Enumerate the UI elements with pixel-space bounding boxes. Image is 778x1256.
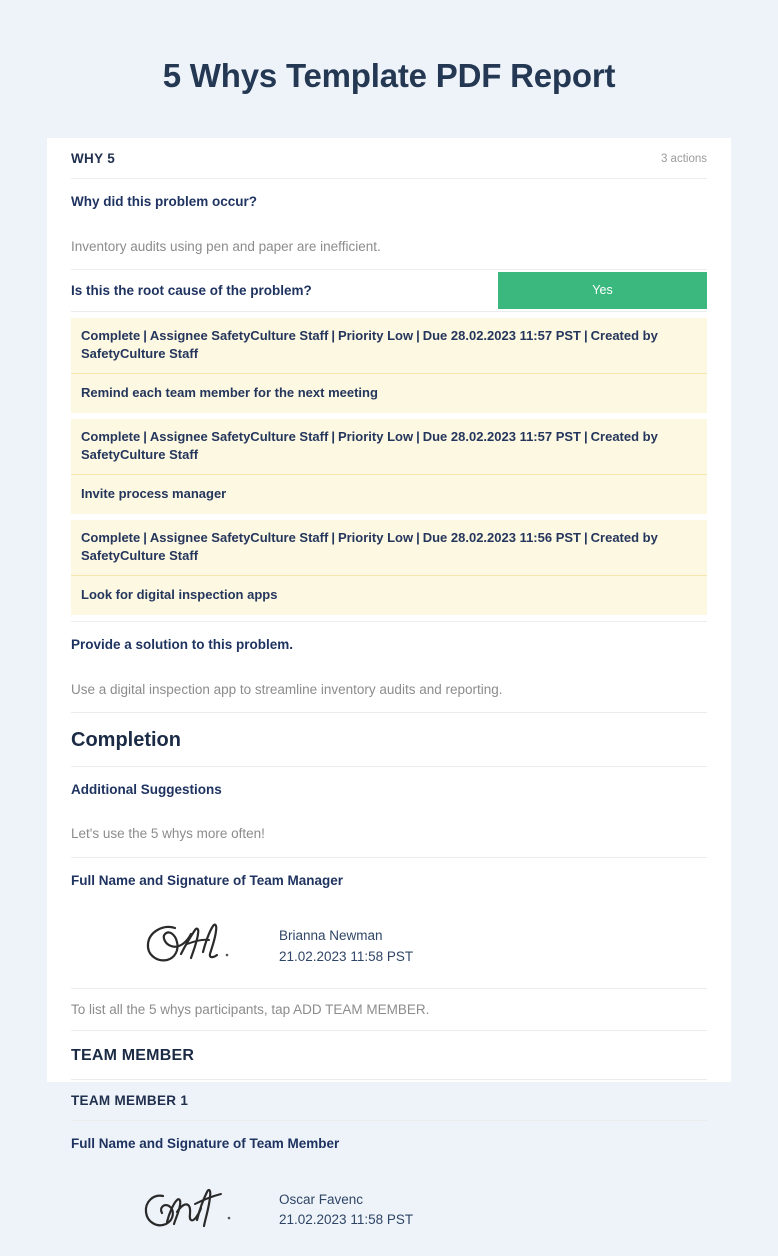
why-section-label: WHY 5 <box>71 151 116 166</box>
action-created-by: Created by SafetyCulture Staff <box>81 428 658 463</box>
meta-separator: | <box>331 327 335 343</box>
action-assignee: Assignee SafetyCulture Staff <box>149 327 329 343</box>
rootcause-row <box>71 270 707 312</box>
team-member-note: To list all the 5 whys participants, tap ADD TEAM MEMBER. <box>71 989 707 1031</box>
manager-date: 21.02.2023 11:58 PST <box>279 948 414 964</box>
action-due: Due 28.02.2023 11:56 PST <box>422 530 581 545</box>
action-due: Due 28.02.2023 11:57 PST <box>422 327 581 343</box>
suggestions-answer-row <box>71 811 707 857</box>
action-meta <box>71 520 707 576</box>
action-assignee: Assignee SafetyCulture Staff <box>149 530 329 545</box>
action-block <box>71 318 707 413</box>
action-due: Due 28.02.2023 11:57 PST <box>422 428 581 444</box>
member-signature-label-row <box>71 1121 707 1166</box>
member-signature-info <box>279 1190 413 1231</box>
team-member-1-heading-row <box>71 1080 707 1121</box>
member-date: 21.02.2023 11:58 PST <box>279 1212 414 1228</box>
why-answer-text: Inventory audits using pen and paper are inefficient. <box>71 238 381 254</box>
member-name: Oscar Favenc <box>279 1191 364 1207</box>
why-section-header <box>71 138 707 179</box>
meta-separator: | <box>143 428 147 444</box>
action-priority: Priority Low <box>337 530 414 545</box>
document-card <box>47 138 731 1228</box>
actions-count-label: 3 actions <box>660 152 707 165</box>
member-signature-label: Full Name and Signature of Team Member <box>71 1136 340 1152</box>
signature-icon <box>141 1184 251 1236</box>
action-status: Complete <box>81 428 141 444</box>
action-block <box>71 419 707 514</box>
meta-separator: | <box>416 327 420 343</box>
manager-signature-block <box>71 902 707 989</box>
meta-separator: | <box>584 428 588 444</box>
meta-separator: | <box>416 530 420 545</box>
signature-icon <box>141 920 251 968</box>
solution-answer-row <box>71 667 707 713</box>
action-title: Invite process manager <box>81 485 227 501</box>
meta-separator: | <box>143 530 147 545</box>
solution-label-row <box>71 622 707 667</box>
team-member-1-heading: TEAM MEMBER 1 <box>71 1093 189 1109</box>
action-assignee: Assignee SafetyCulture Staff <box>149 428 329 444</box>
suggestions-answer-text: Let's use the 5 whys more often! <box>71 826 265 842</box>
rootcause-value-chip: Yes <box>498 272 707 309</box>
meta-separator: | <box>143 327 147 343</box>
member-signature-block <box>71 1166 707 1256</box>
why-question-label: Why did this problem occur? <box>71 194 258 209</box>
solution-answer-text: Use a digital inspection app to streamline inventory audits and reporting. <box>71 681 503 697</box>
action-priority: Priority Low <box>337 428 414 444</box>
rootcause-label: Is this the root cause of the problem? <box>71 282 312 298</box>
why-answer-row <box>71 224 707 270</box>
meta-separator: | <box>331 530 335 545</box>
manager-signature-info <box>279 926 413 967</box>
why-question-row <box>71 179 707 224</box>
suggestions-label-row <box>71 767 707 812</box>
meta-separator: | <box>584 327 588 343</box>
meta-separator: | <box>331 428 335 444</box>
solution-label: Provide a solution to this problem. <box>71 637 294 653</box>
action-created-by: Created by SafetyCulture Staff <box>81 327 658 362</box>
action-priority: Priority Low <box>337 327 414 343</box>
manager-signature-label: Full Name and Signature of Team Manager <box>71 872 344 888</box>
manager-signature-label-row <box>71 858 707 903</box>
meta-separator: | <box>416 428 420 444</box>
completion-heading: Completion <box>71 713 707 767</box>
manager-name: Brianna Newman <box>279 928 383 944</box>
action-created-by: Created by SafetyCulture Staff <box>81 530 658 564</box>
action-title: Remind each team member for the next meeting <box>81 384 378 400</box>
action-block <box>71 520 707 615</box>
action-meta <box>71 419 707 475</box>
action-meta <box>71 318 707 374</box>
meta-separator: | <box>584 530 588 545</box>
action-title: Look for digital inspection apps <box>81 586 278 602</box>
action-status: Complete <box>81 530 141 545</box>
page-title: 5 Whys Template PDF Report <box>162 57 616 94</box>
suggestions-label: Additional Suggestions <box>71 781 222 797</box>
team-member-section-heading: TEAM MEMBER <box>71 1031 707 1080</box>
action-status: Complete <box>81 327 141 343</box>
